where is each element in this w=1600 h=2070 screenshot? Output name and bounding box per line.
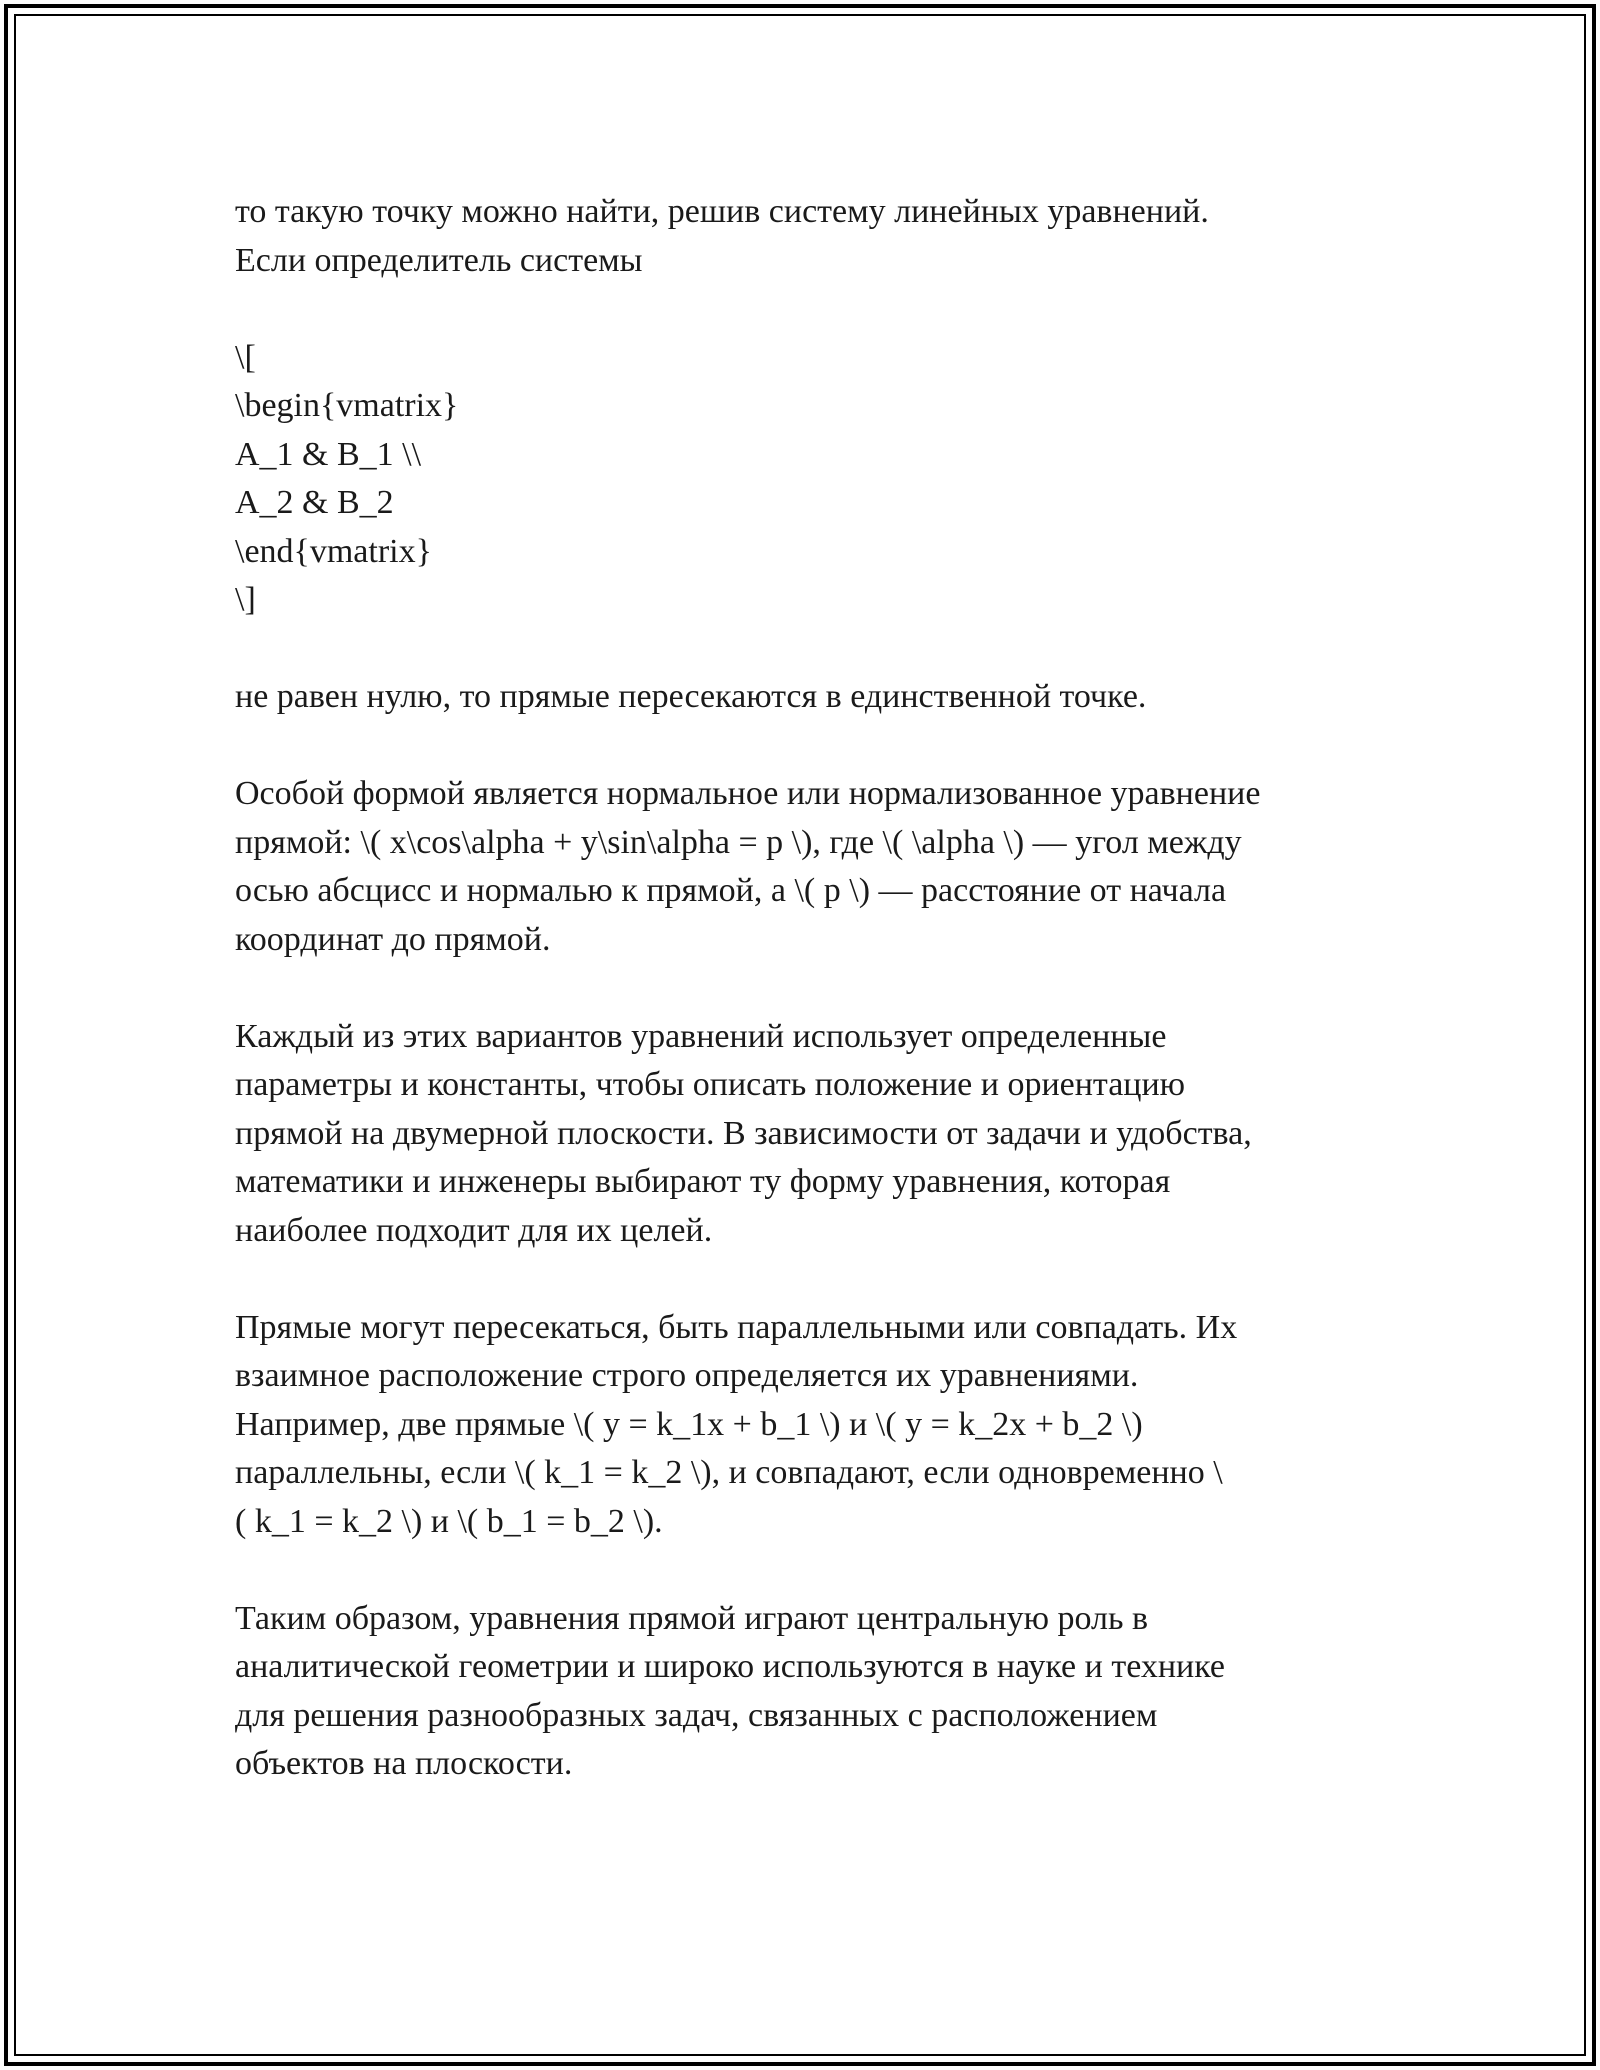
paragraph-normal-form: Особой формой является нормальное или нормализованное уравнение прямой: \( x\cos\alpha + y\sin\alpha = p \), где \( \alpha \) — угол между осью абсцисс и нормалью к прямой, а \( p \) — расстояние от начала координат до прямой. — [235, 775, 1261, 958]
paragraph-nonzero-determinant: не равен нулю, то прямые пересекаются в единственной точке. — [235, 678, 1147, 715]
paragraph-intersection-intro: то такую точку можно найти, решив систему линейных уравнений. Если определитель системы — [235, 193, 1209, 279]
paragraph-equation-variants: Каждый из этих вариантов уравнений использует определенные параметры и константы, чтобы описать положение и ориентацию прямой на двумерной плоскости. В зависимости от задачи и удобства, математики и инженеры выбирают ту форму уравнения, которая наиболее подходит для их целей. — [235, 1017, 1252, 1249]
document-body — [235, 188, 1365, 1837]
determinant-latex-block: \[ \begin{vmatrix} A_1 & B_1 \\ A_2 & B_2 \end{vmatrix} \] — [235, 338, 459, 618]
paragraph-line-relations: Прямые могут пересекаться, быть параллельными или совпадать. Их взаимное расположение строго определяется их уравнениями. Например, две прямые \( y = k_1x + b_1 \) и \( y = k_2x + b_2 \) параллельны, если \( k_1 = k_2 \), и совпадают, если одновременно \ ( k_1 = k_2 \) и \( b_1 = b_2 \). — [235, 1308, 1238, 1540]
paragraph-conclusion: Таким образом, уравнения прямой играют центральную роль в аналитической геометрии и широко используются в науке и технике для решения разнообразных задач, связанных с расположением объектов на плоскости. — [235, 1599, 1225, 1782]
